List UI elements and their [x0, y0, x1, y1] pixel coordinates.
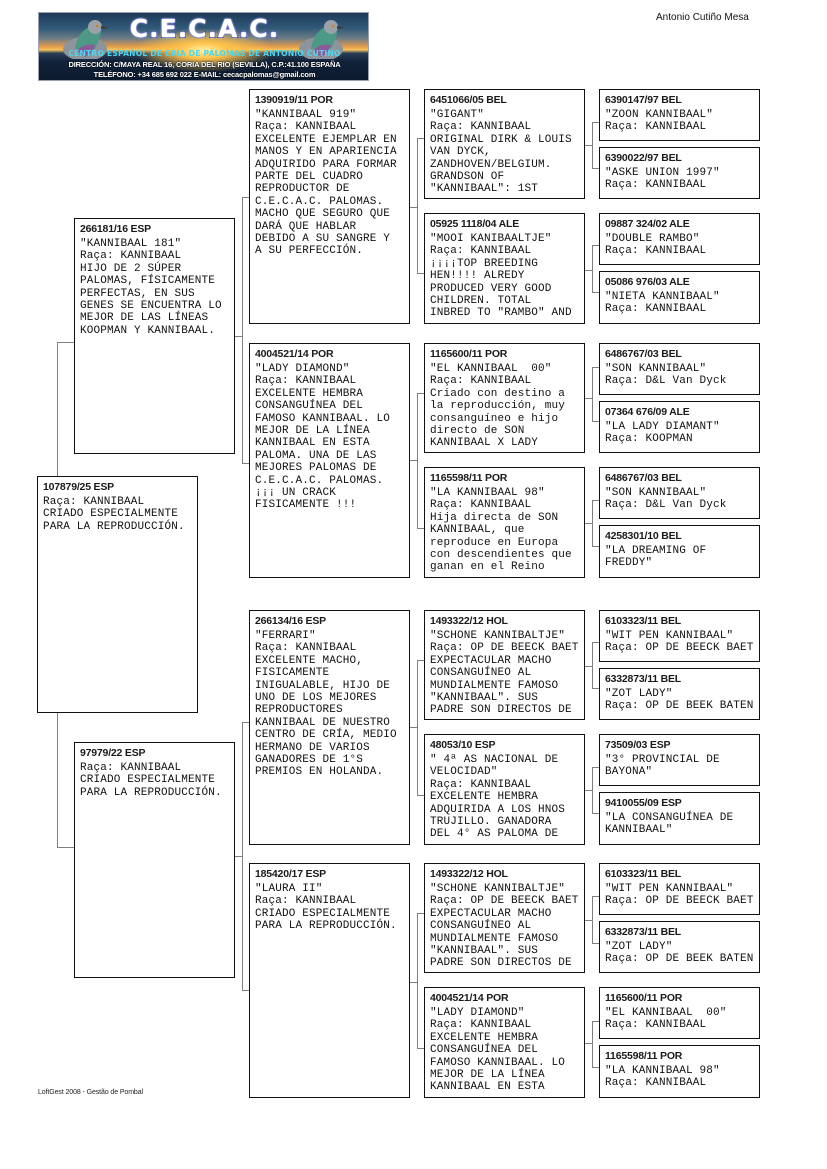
- ring-number: 266134/16 ESP: [255, 615, 326, 627]
- pedigree-box-gen5: [599, 921, 760, 973]
- ring-number: 6103323/11 BEL: [605, 615, 682, 627]
- pedigree-box-great-grandparent: [424, 213, 585, 324]
- pedigree-box-gen5: [599, 525, 760, 578]
- ring-number: 05925 1118/04 ALE: [430, 218, 520, 230]
- bird-details: "GIGANT" Raça: KANNIBAAL ORIGINAL DIRK & LOUIS VAN DYCK, ZANDHOVEN/BELGIUM. GRANDSON OF "KANNIBAAL": 1ST: [430, 109, 572, 196]
- bird-details: "LA LADY DIAMANT" Raça: KOOPMAN: [605, 421, 720, 446]
- bird-details: "MOOI KANIBAALTJE" Raça: KANNIBAAL ¡¡¡¡TOP BREEDING HEN!!!! ALREDY PRODUCED VERY GOOD CHILDREN. TOTAL INBRED TO "RAMBO" AND: [430, 233, 572, 320]
- ring-number: 73509/03 ESP: [605, 739, 671, 751]
- bird-details: "ASKE UNION 1997" Raça: KANNIBAAL: [605, 167, 720, 192]
- pedigree-box-dam: [74, 742, 235, 978]
- ring-number: 1493322/12 HOL: [430, 615, 508, 627]
- bird-details: "FERRARI" Raça: KANNIBAAL EXCELENTE MACHO, FISICAMENTE INIGUALABLE, HIJO DE UNO DE LOS MEJORES REPRODUCTORES KANNIBAAL DE NUESTRO CENTRO DE CRÍA, MEDIO HERMANO DE VARIOS GANADORES DE 1°S PREMIOS EN HOLANDA.: [255, 630, 397, 779]
- bird-details: "ZOT LADY" Raça: OP DE BEEK BATEN: [605, 941, 754, 966]
- bird-details: "LAURA II" Raça: KANNIBAAL CRIADO ESPECIALMENTE PARA LA REPRODUCCIÓN.: [255, 883, 397, 933]
- pedigree-box-great-grandparent: [424, 863, 585, 973]
- pedigree-box-great-grandparent: [424, 467, 585, 578]
- ring-number: 266181/16 ESP: [80, 223, 151, 235]
- bird-details: "WIT PEN KANNIBAAL" Raça: OP DE BEECK BAET: [605, 883, 754, 908]
- pedigree-box-grandparent: [249, 863, 410, 1098]
- ring-number: 4004521/14 POR: [255, 348, 334, 360]
- pedigree-box-gen5: [599, 734, 760, 786]
- ring-number: 05086 976/03 ALE: [605, 276, 690, 288]
- bird-details: Raça: KANNIBAAL CRIADO ESPECIALMENTE PARA LA REPRODUCCIÓN.: [43, 496, 185, 533]
- ring-number: 1165600/11 POR: [605, 992, 683, 1004]
- bird-details: "LA KANNIBAAL 98" Raça: KANNIBAAL: [605, 1065, 720, 1090]
- pedigree-box-gen5: [599, 668, 760, 720]
- bird-details: "SON KANNIBAAL" Raça: D&L Van Dyck: [605, 487, 727, 512]
- ring-number: 6390147/97 BEL: [605, 94, 682, 106]
- ring-number: 6103323/11 BEL: [605, 868, 682, 880]
- logo-contact: TELÉFONO: +34 685 692 022 E-MAIL: cecacpalomas@gmail.com: [93, 70, 316, 79]
- pedigree-box-grandparent: [249, 89, 410, 324]
- pedigree-box-grandparent: [249, 343, 410, 578]
- pedigree-box-subject: [37, 476, 198, 713]
- pedigree-box-gen5: [599, 792, 760, 845]
- pedigree-box-sire: [74, 218, 235, 454]
- software-footer: LoftGest 2008 - Gestão de Pombal: [38, 1089, 143, 1096]
- bird-details: " 4ª AS NACIONAL DE VELOCIDAD" Raça: KANNIBAAL EXCELENTE HEMBRA ADQUIRIDA A LOS HNOS TRUJILLO. GANADORA DEL 4° AS PALOMA DE: [430, 754, 566, 841]
- bird-details: "LA CONSANGUÍNEA DE KANNIBAAL": [605, 812, 734, 837]
- ring-number: 1165600/11 POR: [430, 348, 508, 360]
- pedigree-box-grandparent: [249, 610, 410, 845]
- bird-details: "SCHONE KANNIBALTJE" Raça: OP DE BEECK BAET EXPECTACULAR MACHO CONSANGUÍNEO AL MUNDIALMENTE FAMOSO "KANNIBAAL". SUS PADRE SON DIRECTOS DE: [430, 630, 579, 717]
- ring-number: 1165598/11 POR: [430, 472, 508, 484]
- ring-number: 97979/22 ESP: [80, 747, 146, 759]
- ring-number: 9410055/09 ESP: [605, 797, 682, 809]
- pedigree-box-gen5: [599, 863, 760, 915]
- ring-number: 09887 324/02 ALE: [605, 218, 690, 230]
- ring-number: 185420/17 ESP: [255, 868, 326, 880]
- ring-number: 107879/25 ESP: [43, 481, 114, 493]
- pedigree-box-great-grandparent: [424, 343, 585, 453]
- pedigree-box-great-grandparent: [424, 734, 585, 845]
- bird-details: "ZOT LADY" Raça: OP DE BEEK BATEN: [605, 688, 754, 713]
- ring-number: 6390022/97 BEL: [605, 152, 682, 164]
- pedigree-box-gen5: [599, 147, 760, 199]
- logo-title: C.E.C.A.C.: [129, 14, 280, 43]
- bird-details: "SCHONE KANNIBALTJE" Raça: OP DE BEECK BAET EXPECTACULAR MACHO CONSANGUÍNEO AL MUNDIALMENTE FAMOSO "KANNIBAAL". SUS PADRE SON DIRECTOS DE: [430, 883, 579, 970]
- bird-details: "NIETA KANNIBAAL" Raça: KANNIBAAL: [605, 291, 720, 316]
- bird-details: "3° PROVINCIAL DE BAYONA": [605, 754, 720, 779]
- bird-details: "KANNIBAAL 181" Raça: KANNIBAAL HIJO DE 2 SÚPER PALOMAS, FÍSICAMENTE PERFECTAS, EN SUS GENES SE ENCUENTRA LO MEJOR DE LAS LÍNEAS KOOPMAN Y KANNIBAAL.: [80, 238, 222, 337]
- pedigree-box-gen5: [599, 213, 760, 265]
- owner-name: Antonio Cutiño Mesa: [656, 12, 749, 23]
- ring-number: 48053/10 ESP: [430, 739, 496, 751]
- ring-number: 07364 676/09 ALE: [605, 406, 690, 418]
- bird-details: "DOUBLE RAMBO" Raça: KANNIBAAL: [605, 233, 707, 258]
- pedigree-box-great-grandparent: [424, 89, 585, 199]
- bird-details: "WIT PEN KANNIBAAL" Raça: OP DE BEECK BAET: [605, 630, 754, 655]
- bird-details: "ZOON KANNIBAAL" Raça: KANNIBAAL: [605, 109, 714, 134]
- pedigree-box-gen5: [599, 89, 760, 141]
- ring-number: 1390919/11 POR: [255, 94, 333, 106]
- ring-number: 6451066/05 BEL: [430, 94, 507, 106]
- logo-subtitle: CENTRO ESPAÑOL DE CRIA DE PALOMAS DE ANTONIO CUTIÑO: [68, 49, 341, 58]
- ring-number: 6332873/11 BEL: [605, 926, 682, 938]
- pedigree-box-gen5: [599, 1045, 760, 1098]
- bird-details: "LA DREAMING OF FREDDY": [605, 545, 707, 570]
- pedigree-box-gen5: [599, 610, 760, 662]
- logo-address: DIRECCIÓN: C/MAYA REAL 16, CORIA DEL RIO (SEVILLA), C.P.:41.100 ESPAÑA: [68, 60, 341, 69]
- pedigree-box-great-grandparent: [424, 987, 585, 1098]
- bird-details: "LA KANNIBAAL 98" Raça: KANNIBAAL Hija directa de SON KANNIBAAL, que reproduce en Europa con descendientes que ganan en el Reino: [430, 487, 572, 574]
- bird-details: "KANNIBAAL 919" Raça: KANNIBAAL EXCELENTE EJEMPLAR EN MANOS Y EN APARIENCIA ADQUIRIDO PARA FORMAR PARTE DEL CUADRO REPRODUCTOR DE C.E.C.A.C. PALOMAS. MACHO QUE SEGURO QUE DARÁ QUE HABLAR DEBIDO A SU SANGRE Y A SU PERFECCIÓN.: [255, 109, 397, 258]
- bird-details: "SON KANNIBAAL" Raça: D&L Van Dyck: [605, 363, 727, 388]
- ring-number: 6486767/03 BEL: [605, 472, 682, 484]
- ring-number: 1493322/12 HOL: [430, 868, 508, 880]
- pedigree-box-great-grandparent: [424, 610, 585, 720]
- ring-number: 1165598/11 POR: [605, 1050, 683, 1062]
- pedigree-box-gen5: [599, 271, 760, 324]
- bird-details: "LADY DIAMOND" Raça: KANNIBAAL EXCELENTE HEMBRA CONSANGUÍNEA DEL FAMOSO KANNIBAAL. LO MEJOR DE LA LÍNEA KANNIBAAL EN ESTA: [430, 1007, 566, 1094]
- bird-details: "EL KANNIBAAL 00" Raça: KANNIBAAL: [605, 1007, 727, 1032]
- bird-details: "EL KANNIBAAL 00" Raça: KANNIBAAL Criado con destino a la reproducción, muy consanguíneo e hijo directo de SON KANNIBAAL X LADY: [430, 363, 566, 450]
- pedigree-box-gen5: [599, 987, 760, 1039]
- ring-number: 4004521/14 POR: [430, 992, 509, 1004]
- bird-details: "LADY DIAMOND" Raça: KANNIBAAL EXCELENTE HEMBRA CONSANGUÍNEA DEL FAMOSO KANNIBAAL. LO MEJOR DE LA LÍNEA KANNIBAAL EN ESTA PALOMA. UNA DE LAS MEJORES PALOMAS DE C.E.C.A.C. PALOMAS. ¡¡¡ UN CRACK FISICAMENTE !!!: [255, 363, 391, 512]
- pedigree-box-gen5: [599, 401, 760, 453]
- ring-number: 6332873/11 BEL: [605, 673, 682, 685]
- pedigree-box-gen5: [599, 467, 760, 519]
- pedigree-box-gen5: [599, 343, 760, 395]
- bird-details: Raça: KANNIBAAL CRIADO ESPECIALMENTE PARA LA REPRODUCCIÓN.: [80, 762, 222, 799]
- ring-number: 6486767/03 BEL: [605, 348, 682, 360]
- ring-number: 4258301/10 BEL: [605, 530, 682, 542]
